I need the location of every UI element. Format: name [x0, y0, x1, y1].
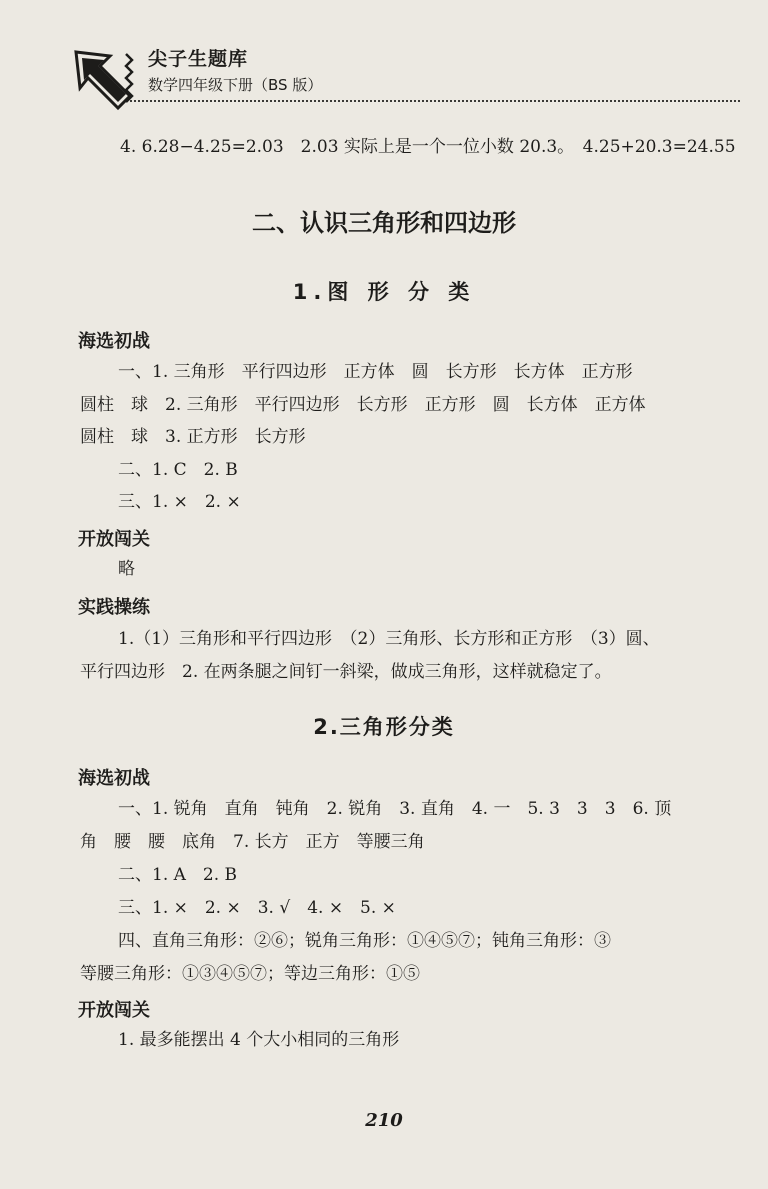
brand-title: 尖子生题库	[148, 48, 249, 70]
answer-line: 等腰三角形：①③④⑤⑦；等边三角形：①⑤	[80, 964, 420, 984]
answer-line: 角 腰 腰 底角 7. 长方 正方 等腰三角	[80, 832, 425, 852]
answer-line: 一、1. 三角形 平行四边形 正方体 圆 长方形 长方体 正方形	[118, 362, 633, 382]
answer-line: 二、1. C 2. B	[118, 460, 238, 480]
answer-line: 圆柱 球 3. 正方形 长方形	[80, 427, 306, 447]
section-heading: 海选初战	[78, 768, 150, 789]
section-heading: 开放闯关	[78, 1000, 150, 1021]
page-number: 210	[365, 1110, 403, 1131]
answer-line: 四、直角三角形：②⑥；锐角三角形：①④⑤⑦；钝角三角形：③	[118, 931, 611, 951]
section-heading: 开放闯关	[78, 529, 150, 550]
section-heading: 实践操练	[78, 597, 150, 618]
chapter-title: 二、认识三角形和四边形	[252, 209, 516, 237]
lesson-title: 2.三角形分类	[313, 715, 455, 739]
header-divider	[130, 100, 740, 102]
lesson-title: 1.图 形 分 类	[292, 280, 476, 304]
answer-line: 三、1. × 2. × 3. √ 4. × 5. ×	[118, 898, 396, 918]
answer-line: 略	[118, 559, 135, 579]
section-heading: 海选初战	[78, 331, 150, 352]
answer-line: 一、1. 锐角 直角 钝角 2. 锐角 3. 直角 4. 一 5. 3 3 3 6. 顶	[118, 799, 672, 819]
answer-line: 1.（1）三角形和平行四边形 （2）三角形、长方形和正方形 （3）圆、	[118, 629, 660, 649]
book-subtitle: 数学四年级下册（BS 版）	[148, 76, 323, 94]
answer-line: 4. 6.28−4.25=2.03 2.03 实际上是一个一位小数 20.3。 4.25+20.3=24.55	[120, 137, 736, 157]
page-header	[70, 38, 740, 118]
answer-line: 1. 最多能摆出 4 个大小相同的三角形	[118, 1030, 400, 1050]
answer-line: 平行四边形 2. 在两条腿之间钉一斜梁，做成三角形，这样就稳定了。	[80, 662, 612, 682]
arrow-logo-icon	[70, 46, 140, 116]
answer-line: 三、1. × 2. ×	[118, 492, 241, 512]
answer-line: 圆柱 球 2. 三角形 平行四边形 长方形 正方形 圆 长方体 正方体	[80, 395, 646, 415]
answer-line: 二、1. A 2. B	[118, 865, 238, 885]
